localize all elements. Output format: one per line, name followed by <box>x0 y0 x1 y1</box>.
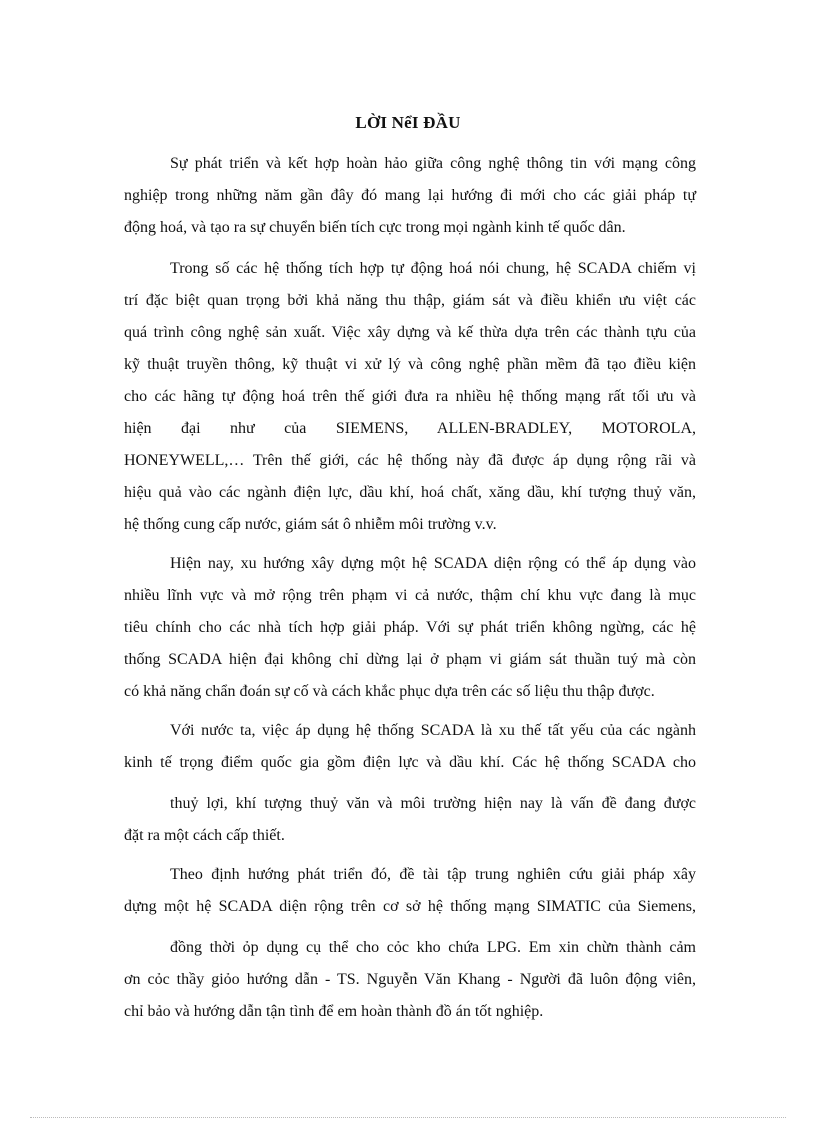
text-line: Trong số các hệ thống tích hợp tự động hoá nói chung, hệ SCADA chiếm vị <box>170 260 696 277</box>
text-line: Theo định hướng phát triển đó, đề tài tập trung nghiên cứu giải pháp xây <box>170 866 696 883</box>
text-line: HONEYWELL,… Trên thế giới, các hệ thống này đã được áp dụng rộng rãi và <box>124 452 696 469</box>
text-line: dựng một hệ SCADA diện rộng trên cơ sở hệ thống mạng SIMATIC của Siemens, <box>124 898 696 915</box>
text-line: tiêu chính cho các nhà tích hợp giải pháp. Với sự phát triển không ngừng, các hệ <box>124 619 696 636</box>
text-line: hiện đại như của SIEMENS, ALLEN-BRADLEY, MOTOROLA, <box>124 420 696 437</box>
text-line: Hiện nay, xu hướng xây dựng một hệ SCADA diện rộng có thể áp dụng vào <box>170 555 696 572</box>
text-line: cho các hãng tự động hoá trên thế giới đưa ra nhiều hệ thống mạng rất tối ưu và <box>124 388 696 405</box>
text-line: ơn cỏc thầy giỏo hướng dẫn - TS. Nguyễn Văn Khang - Người đã luôn động viên, <box>124 971 696 988</box>
text-line: nghiệp trong những năm gần đây đó mang lại hướng đi mới cho các giải pháp tự <box>124 187 696 204</box>
text-line: Với nước ta, việc áp dụng hệ thống SCADA là xu thế tất yếu của các ngành <box>170 722 696 739</box>
text-line: thống SCADA hiện đại không chỉ dừng lại ở phạm vi giám sát thuần tuý mà còn <box>124 651 696 668</box>
text-line: động hoá, và tạo ra sự chuyển biến tích cực trong mọi ngành kinh tế quốc dân. <box>124 219 626 236</box>
text-line: thuỷ lợi, khí tượng thuỷ văn và môi trường hiện nay là vấn đề đang được <box>170 795 696 812</box>
page-bottom-divider <box>30 1117 786 1118</box>
text-line: hiệu quả vào các ngành điện lực, dầu khí, hoá chất, xăng dầu, khí tượng thuỷ văn, <box>124 484 696 501</box>
text-line: đặt ra một cách cấp thiết. <box>124 827 285 844</box>
text-line: hệ thống cung cấp nước, giám sát ô nhiễm môi trường v.v. <box>124 516 497 533</box>
text-line: Sự phát triển và kết hợp hoàn hảo giữa công nghệ thông tin với mạng công <box>170 155 696 172</box>
text-line: kinh tế trọng điểm quốc gia gồm điện lực và dầu khí. Các hệ thống SCADA cho <box>124 754 696 771</box>
text-line: kỹ thuật truyền thông, kỹ thuật vi xử lý và công nghệ phần mềm đã tạo điều kiện <box>124 356 696 373</box>
page-title: LỜI NểI ĐẦU <box>355 113 461 132</box>
text-line: quá trình công nghệ sản xuất. Việc xây dựng và kế thừa dựa trên các thành tựu của <box>124 324 696 341</box>
text-line: có khả năng chẩn đoán sự cố và cách khắc phục dựa trên các số liệu thu thập được. <box>124 683 655 700</box>
text-line: đồng thời ỏp dụng cụ thể cho cỏc kho chứa LPG. Em xin chừn thành cảm <box>170 939 696 956</box>
text-line: chỉ bảo và hướng dẫn tận tình để em hoàn thành đồ án tốt nghiệp. <box>124 1003 544 1020</box>
text-line: nhiều lĩnh vực và mở rộng trên phạm vi cả nước, thậm chí khu vực đang là mục <box>124 587 696 604</box>
text-line: trí đặc biệt quan trọng bởi khả năng thu thập, giám sát và điều khiển ưu việt các <box>124 292 696 309</box>
